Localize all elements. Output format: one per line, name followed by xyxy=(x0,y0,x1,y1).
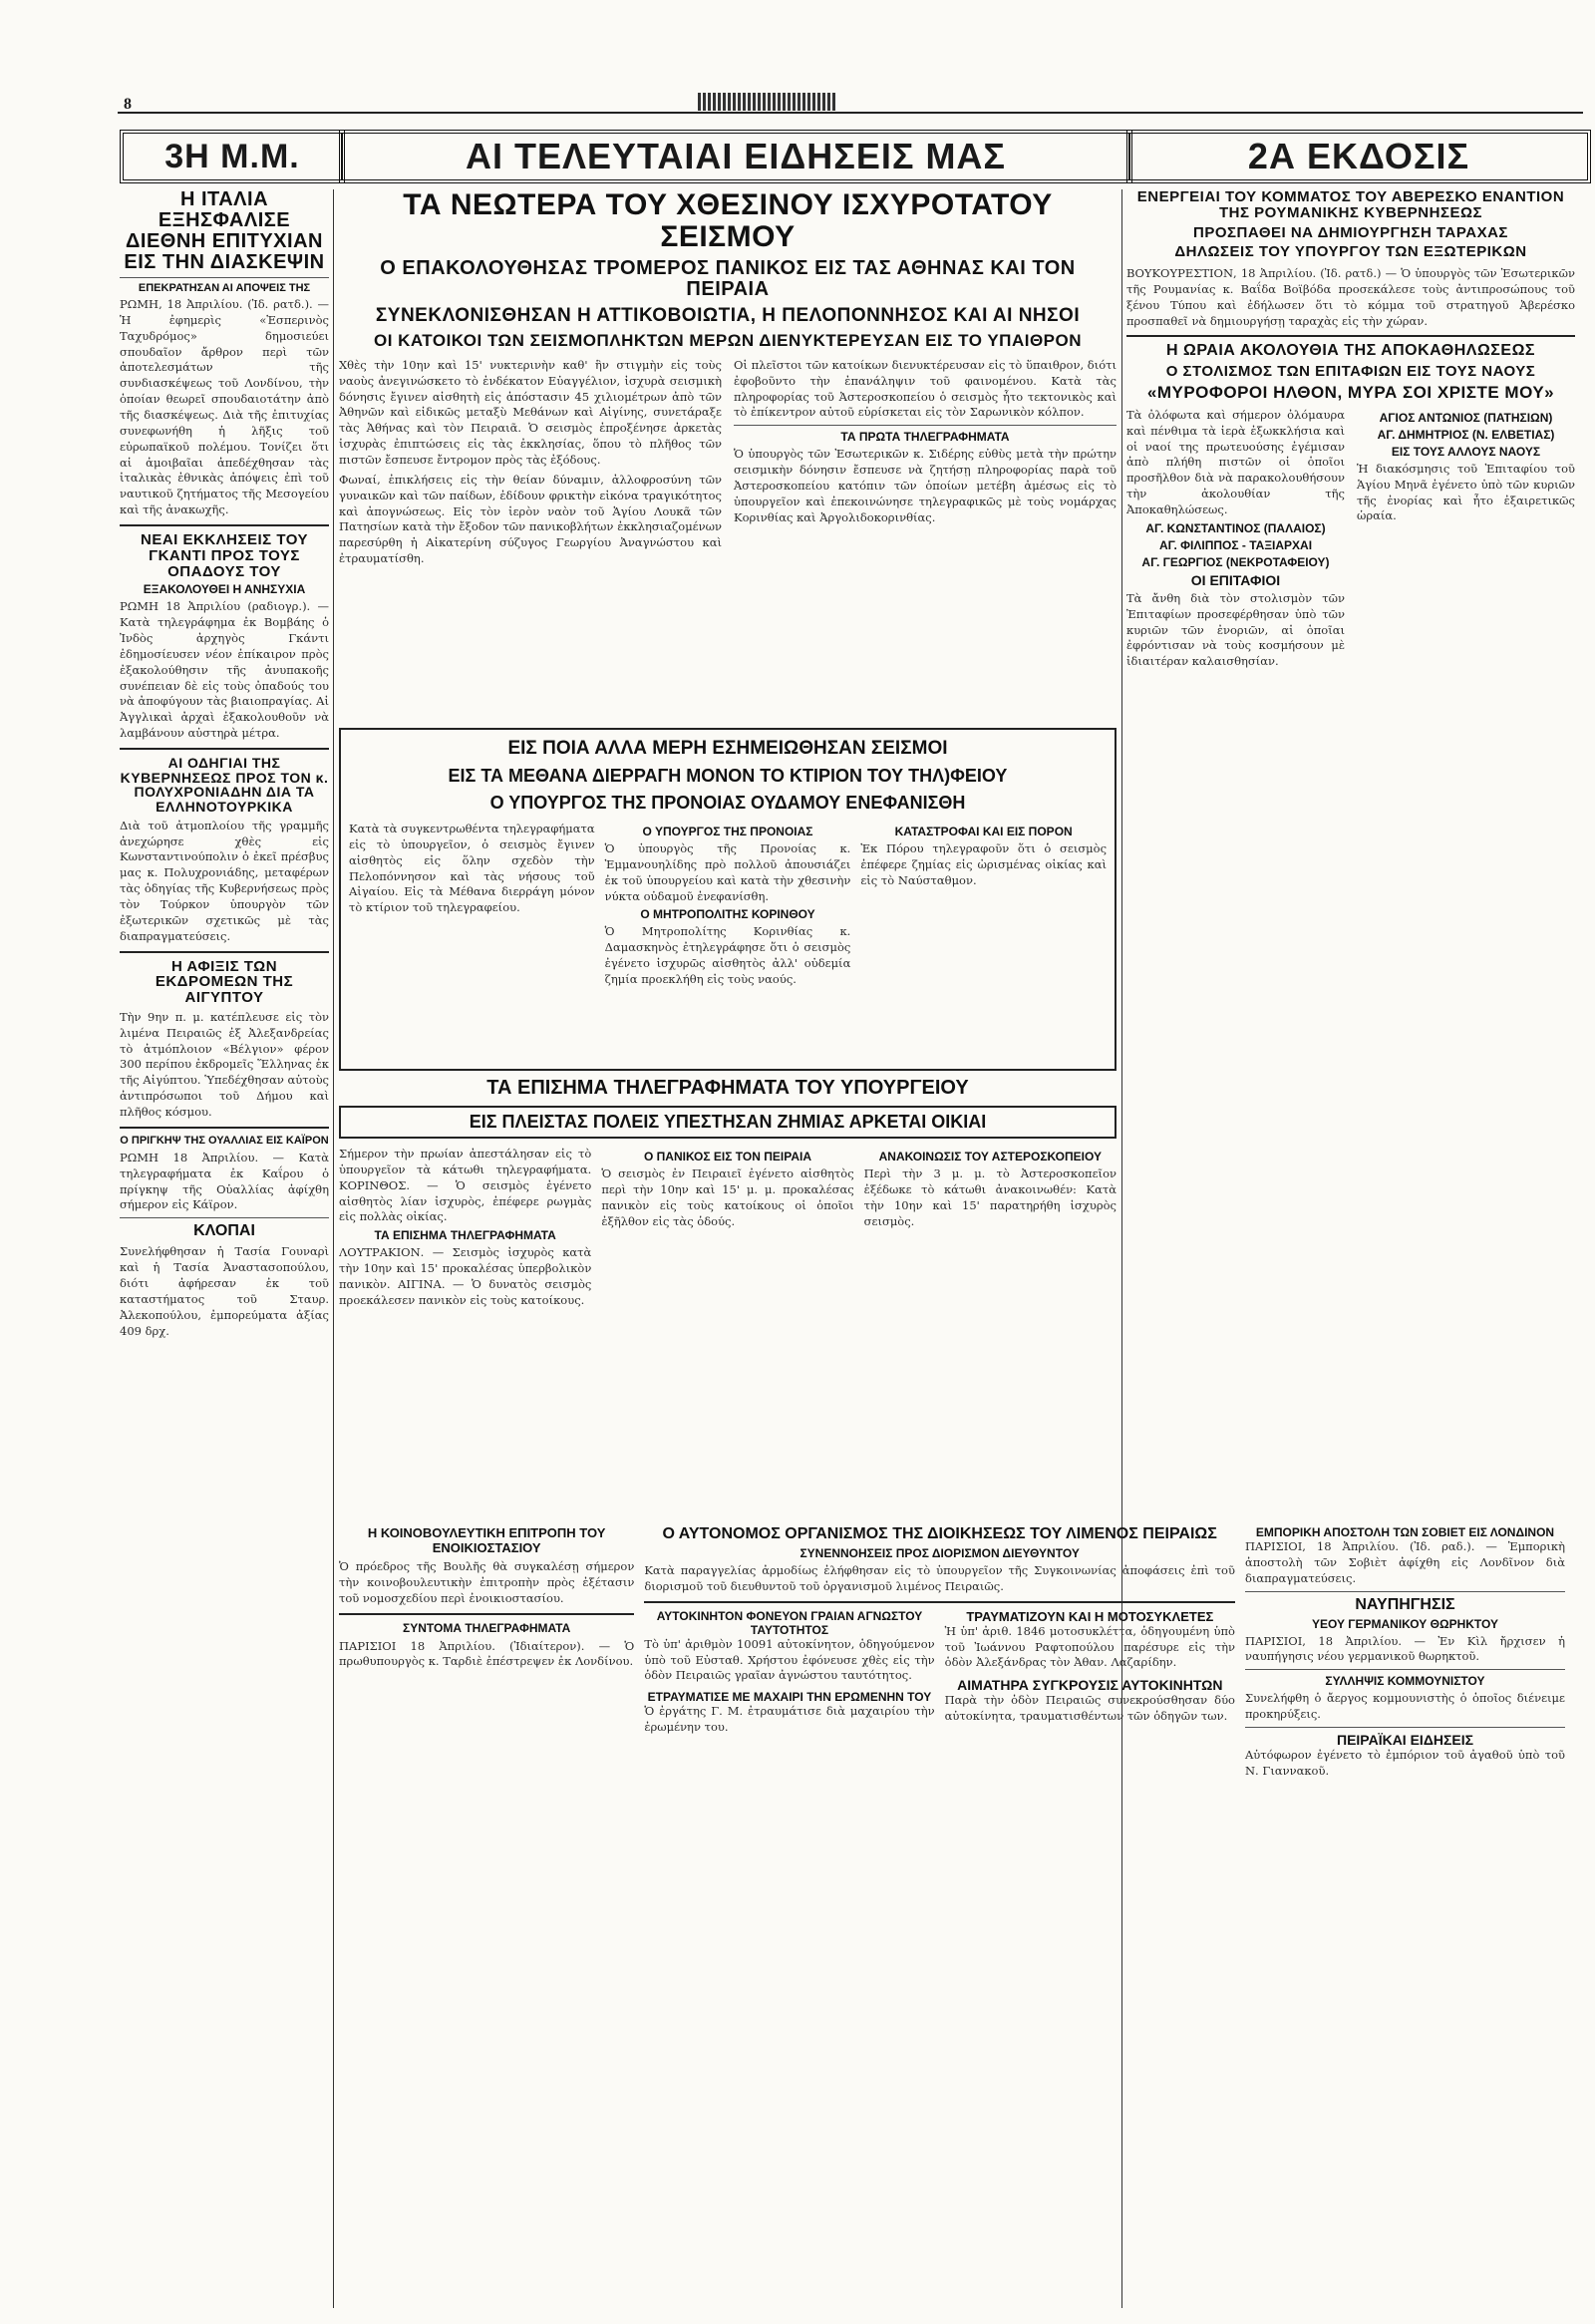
arrival-headline: Η ΑΦΙΞΙΣ ΤΩΝ ΕΚΔΡΟΜΕΩΝ ΤΗΣ ΑΙΓΥΠΤΟΥ xyxy=(155,957,294,1007)
communist-arrest-body: Συνελήφθη ὁ ἄεργος κομμουνιστὴς ὁ ὁποῖος διένειμε προκηρύξεις. xyxy=(1244,1691,1565,1722)
damages-headline: ΕΙΣ ΠΛΕΙΣΤΑΣ ΠΟΛΕΙΣ ΥΠΕΣΤΗΣΑΝ ΖΗΜΙΑΣ ΑΡΚΕΤΑΙ ΟΙΚΙΑΙ xyxy=(469,1112,987,1132)
car-kills-body: Τὸ ὑπ' ἀριθμὸν 10091 αὐτοκίνητον, ὁδηγούμενον ὑπὸ τοῦ Εὐσταθ. Χρήστου ἐφόνευσε χθὲς εἰς τὴν ὁδὸν Πειραιῶς γραῖαν ἀγνώστου ταυτότητος. xyxy=(644,1636,935,1683)
other-places-story xyxy=(339,728,1116,1071)
gandhi-headline: ΝΕΑΙ ΕΚΚΛΗΣΕΙΣ ΤΟΥ ΓΚΑΝΤΙ ΠΡΟΣ ΤΟΥΣ ΟΠΑΔΟΥΣ ΤΟΥ xyxy=(140,531,308,580)
service-quote: «ΜΥΡΟΦΟΡΟΙ ΗΛΘΟΝ, ΜΥΡΑ ΣΟΙ ΧΡΙΣΤΕ ΜΟΥ» xyxy=(1146,382,1555,402)
minister-body: Ὁ ὑπουργὸς τῆς Προνοίας κ. Ἐμμανουηλίδης πρὸ πολλοῦ ἀπουσιάζει ἐκ τοῦ ὑπουργείου καὶ κατὰ τὴν χθεσινὴν νύκτα οὐδαμοῦ ἐνεφανίσθη. xyxy=(604,841,851,903)
church-georgios: ΑΓ. ΓΕΩΡΓΙΟΣ (ΝΕΚΡΟΤΑΦΕΙΟΥ) xyxy=(1141,554,1330,569)
first-telegrams-body: Ὁ ὑπουργὸς τῶν Ἐσωτερικῶν κ. Σιδέρης εὐθὺς μετὰ τὴν πρώτην σεισμικὴν δόνησιν ἔσπευσε νὰ ζητήσῃ πληροφορίας παρὰ τοῦ Ἀστεροσκοπείου κατόπιν τῶν ὁποίων μετέβη ἀμέσως εἰς τὸ ὑπουργεῖον καὶ ἐπεκοινώνησε τηλεγραφικῶς μὲ τοὺς νομάρχας Κορινθίας καὶ Ἀργολιδοκορινθίας. xyxy=(734,447,1116,524)
instructions-body: Διὰ τοῦ ἀτμοπλοίου τῆς γραμμῆς ἀνεχώρησε χθὲς εἰς Κωνσταντινούπολιν ὁ ἐκεῖ πρέσβυς μας κ. Πολυχρονιάδης, μεταφέρων τὰς ὁδηγίας τῆς Κυβερνήσεως πρὸς τὸν Τούρκον ὑπουργὸν τῶν ἐξωτερικῶν σχετικῶς μὲ τὰς διαπραγματεύσεις. xyxy=(120,818,329,943)
motorcycles-body: Ἡ ὑπ' ἀριθ. 1846 μοτοσυκλέττα, ὁδηγουμένη ὑπὸ τοῦ Ἰωάννου Ραφτοπούλου παρέσυρε εἰς τὴν ὁδὸν Ἀλεξάνδρας τὸν Ἀθαν. Λαζαρίδην. xyxy=(944,1623,1235,1670)
soviet-mission-body: ΠΑΡΙΣΙΟΙ, 18 Ἀπριλίου. (Ἰδ. ραδ.). — Ἐμπορικὴ ἀποστολὴ τῶν Σοβιὲτ ἀφίχθη εἰς Λονδῖνον διὰ διαπραγματεύσεις. xyxy=(1244,1539,1565,1585)
italy-headline: Η ΙΤΑΛΙΑ ΕΞΗΣΦΑΛΙΣΕ ΔΙΕΘΝΗ ΕΠΙΤΥΧΙΑΝ ΕΙΣ ΤΗΝ ΔΙΑΣΚΕΨΙΝ xyxy=(124,189,325,273)
other-places-body: Κατὰ τὰ συγκεντρωθέντα τηλεγραφήματα εἰς τὸ ὑπουργεῖον, ὁ σεισμὸς ἔγινεν αἰσθητὸς εἰς ὅλην σχεδὸν τὴν Πελοπόννησον καὶ τὰς νήσους τοῦ Αἰγαίου. Εἰς τὰ Μέθανα διερράγη μόνον τὸ κτίριον τοῦ τηλεγραφείου. xyxy=(349,822,595,915)
metropolitan-subhead: Ο ΜΗΤΡΟΠΟΛΙΤΗΣ ΚΟΡΙΝΘΟΥ xyxy=(640,907,815,922)
service-body: Τὰ ὀλόφωτα καὶ σήμερον ὀλόμαυρα καὶ πένθιμα τὰ ἱερὰ ἐξωκκλήσια καὶ οἱ ναοί της πρωτευούσης ἐγέμισαν ἀπὸ πλήθη πιστῶν οἱ ὁποῖοι προσῆλθον διὰ νὰ παρακολουθήσουν τὴν ἀκολουθίαν τῆς Ἀποκαθηλώσεως. xyxy=(1126,407,1345,516)
church-dimitrios: ΑΓ. ΔΗΜΗΤΡΙΟΣ (Ν. ΕΛΒΕΤΙΑΣ) xyxy=(1377,427,1555,442)
poros-body: Ἐκ Πόρου τηλεγραφοῦν ὅτι ὁ σεισμὸς ἐπέφερε ζημίας εἰς ὠρισμένας οἰκίας καὶ εἰς τὸ Ναύσταθμον. xyxy=(860,841,1108,887)
official-telegrams-story xyxy=(339,1077,1116,1515)
port-authority-body: Κατὰ παραγγελίας ἀρμοδίως ἐλήφθησαν εἰς τὸ ὑπουργεῖον τῆς Συγκοινωνίας ἀποφάσεις ἐπὶ τοῦ διορισμοῦ τοῦ διευθυντοῦ τοῦ ὀργανισμοῦ λιμένος Πειραιῶς. xyxy=(644,1563,1235,1593)
port-authority-subhead: ΣΥΝΕΝΝΟΗΣΕΙΣ ΠΡΟΣ ΔΙΟΡΙΣΜΟΝ ΔΙΕΥΘΥΝΤΟΥ xyxy=(799,1546,1080,1560)
service-subhead: Ο ΣΤΟΛΙΣΜΟΣ ΤΩΝ ΕΠΙΤΑΦΙΩΝ ΕΙΣ ΤΟΥΣ ΝΑΟΥΣ xyxy=(1165,363,1536,381)
piraeus-panic-subhead: Ο ΠΑΝΙΚΟΣ ΕΙΣ ΤΟΝ ΠΕΙΡΑΙΑ xyxy=(643,1150,812,1163)
header-rule xyxy=(118,100,1583,114)
left-column xyxy=(120,189,329,2308)
minister-subhead: Ο ΥΠΟΥΡΓΟΣ ΤΗΣ ΠΡΟΝΟΙΑΣ xyxy=(642,825,813,838)
earthquake-body-2: Φωναί, ἐπικλήσεις εἰς τὴν θείαν δύναμιν, ἀλλοφροσύνη τῶν γυναικῶν καὶ τῶν παίδων, ἐδίδουν φρικτὴν εἰκόνα τραγικότητος καὶ ἀπογνώσεως. Εἰς τὸν ἱερὸν ναὸν τοῦ Ἁγίου Λουκᾶ τῶν Πατησίων κατὰ τὴν ἔξοδον τῶν πανικοβλήτων ἐκκλησιαζομένων παρεσύρθη ἡ Αἰκατερίνη σύζυγος Γεωργίου Ἀναγνώστου καὶ ἐτραυματίσθη. xyxy=(339,472,722,566)
church-filippos: ΑΓ. ΦΙΛΙΠΠΟΣ - ΤΑΞΙΑΡΧΑΙ xyxy=(1158,537,1313,552)
italy-body: ΡΩΜΗ, 18 Ἀπριλίου. (Ἰδ. ρατδ.). — Ἡ ἐφημερὶς «Ἑσπερινὸς Ταχυδρόμος» δημοσιεύει σπουδαῖον ἄρθρον περὶ τῶν ἀποτελεσμάτων τῆς συνδιασκέψεως τοῦ Λονδίνου, τὴν ὁποίαν θεωρεῖ σπουδαιοτάτην ἀπὸ τῆς διασκέψεως. Διὰ τῆς ἐπιτυχίας συνεφωνήθη ἡ λῆξις τοῦ εὐρωπαϊκοῦ πολέμου. Τονίζει ὅτι αἱ ἀμοιβαῖαι ἀπεδέχθησαν τὰς ἰταλικὰς ἐθνικὰς ἀπόψεις ἐπὶ τοῦ ναυτικοῦ ζητήματος τῆς Μεσογείου καὶ τῆς ἀνακωχῆς. xyxy=(120,297,329,517)
other-churches-body: Ἡ διακόσμησις τοῦ Ἐπιταφίου τοῦ Ἁγίου Μηνᾶ ἐγένετο ὑπὸ τῶν κυριῶν τῆς ἐνορίας καὶ ἦτο ἐξαιρετικῶς ὡραία. xyxy=(1357,461,1575,523)
shipbuilding-body: ΠΑΡΙΣΙΟΙ, 18 Ἀπριλίου. — Ἐν Κὶλ ἤρχισεν ἡ ναυπήγησις νέου γερμανικοῦ θωρηκτοῦ. xyxy=(1244,1633,1565,1664)
first-telegrams-title: ΤΑ ΠΡΩΤΑ ΤΗΛΕΓΡΑΦΗΜΑΤΑ xyxy=(840,430,1010,445)
page-number: 8 xyxy=(124,96,132,113)
arrival-body: Τὴν 9ην π. μ. κατέπλευσε εἰς τὸν λιμένα Πειραιῶς ἐξ Ἀλεξανδρείας τὸ ἀτμόπλοιον «Βέλγιον» φέρον 300 περίπου ἐκδρομεῖς Ἕλληνας ἐκ τῆς Αἰγύπτου. Ὑπεδέχθησαν αὐτοὺς ἀντιπρόσωποι τοῦ Δήμου καὶ πλῆθος κόσμου. xyxy=(120,1009,329,1120)
port-authority-headline: Ο ΑΥΤΟΝΟΜΟΣ ΟΡΓΑΝΙΣΜΟΣ ΤΗΣ ΔΙΟΙΚΗΣΕΩΣ ΤΟΥ ΛΙΜΕΝΟΣ ΠΕΙΡΑΙΩΣ xyxy=(662,1525,1217,1542)
averescu-subhead-2: ΔΗΛΩΣΕΙΣ ΤΟΥ ΥΠΟΥΡΓΟΥ ΤΩΝ ΕΞΩΤΕΡΙΚΩΝ xyxy=(1174,243,1527,261)
rent-committee-body: Ὁ πρόεδρος τῆς Βουλῆς θὰ συγκαλέσῃ σήμερον τὴν κοινοβουλευτικὴν ἐπιτροπὴν πρὸς ἐξέτασιν τοῦ νομοσχεδίου περὶ ἐνοικιοστασίου. xyxy=(339,1559,635,1605)
soviet-mission-headline: ΕΜΠΟΡΙΚΗ ΑΠΟΣΤΟΛΗ ΤΩΝ ΣΟΒΙΕΤ ΕΙΣ ΛΟΝΔΙΝΟΝ xyxy=(1255,1525,1555,1539)
knife-headline: ΕΤΡΑΥΜΑΤΙΣΕ ΜΕ ΜΑΧΑΙΡΙ ΤΗΝ ΕΡΩΜΕΝΗΝ ΤΟΥ xyxy=(647,1690,932,1705)
theft-body: Συνελήφθησαν ἡ Τασία Γουναρὶ καὶ ἡ Τασία Ἀναστασοπούλου, διότι ἀφήρεσαν ἐκ τοῦ καταστήματος τοῦ Σταυρ. Ἀλεκοπούλου, ἐμπορεύματα ἀξίας 409 δρχ. xyxy=(120,1244,329,1338)
earthquake-headline: ΤΑ ΝΕΩΤΕΡΑ ΤΟΥ ΧΘΕΣΙΝΟΥ ΙΣΧΥΡΟΤΑΤΟΥ ΣΕΙΣΜΟΥ xyxy=(403,189,1053,253)
official-subhead: ΤΑ ΕΠΙΣΗΜΑ ΤΗΛΕΓΡΑΦΗΜΑΤΑ xyxy=(374,1228,556,1243)
other-churches-subhead: ΕΙΣ ΤΟΥΣ ΑΛΛΟΥΣ ΝΑΟΥΣ xyxy=(1391,444,1541,459)
motorcycles-headline: ΤΡΑΥΜΑΤΙΖΟΥΝ ΚΑΙ Η ΜΟΤΟΣΥΚΛΕΤΕΣ xyxy=(966,1608,1214,1624)
instructions-headline: ΑΙ ΟΔΗΓΙΑΙ ΤΗΣ ΚΥΒΕΡΝΗΣΕΩΣ ΠΡΟΣ ΤΟΝ κ. ΠΟΛΥΧΡΟΝΙΑΔΗΝ ΔΙΑ ΤΑ ΕΛΛΗΝΟΤΟΥΡΚΙΚΑ xyxy=(120,755,329,816)
methana-headline: ΕΙΣ ΤΑ ΜΕΘΑΝΑ ΔΙΕΡΡΑΓΗ ΜΟΝΟΝ ΤΟ ΚΤΙΡΙΟΝ ΤΟΥ ΤΗΛ)ΦΕΙΟΥ xyxy=(448,766,1008,786)
gandhi-body: ΡΩΜΗ 18 Ἀπριλίου (ραδιογρ.). — Κατὰ τηλεγράφημα ἐκ Βομβάης ὁ Ἰνδὸς ἀρχηγὸς Γκάντι ἐδημοσίευσεν νέον ἐπίκαιρον πρὸς ἐξακολούθησιν τῆς ἀνυπακοῆς συνέπειαν δὲ εἰς τοὺς ὀπαδούς του νὰ ἀποφύγουν τὰς βιαιοπραγίας. Αἱ Ἀγγλικαὶ ἀρχαὶ ἐξακολουθοῦν νὰ λαμβάνουν αὐστηρὰ μέτρα. xyxy=(120,599,329,741)
shipbuilding-headline: ΝΑΥΠΗΓΗΣΙΣ xyxy=(1355,1595,1455,1613)
official-body-1: Σήμερον τὴν πρωίαν ἀπεστάλησαν εἰς τὸ ὑπουργεῖον τὰ κάτωθι τηλεγραφήματα. ΚΟΡΙΝΘΟΣ. — Ὁ σεισμὸς ἐγένετο αἰσθητὸς λίαν ἰσχυρὸς, ἐπέφερε ρωγμὰς εἰς πολλὰς οἰκίας. xyxy=(339,1147,592,1224)
averescu-body: ΒΟΥΚΟΥΡΕΣΤΙΟΝ, 18 Ἀπριλίου. (Ἰδ. ρατδ.) — Ὁ ὑπουργὸς τῶν Ἐσωτερικῶν τῆς Ρουμανίας κ. Βαΐδα Βοϊβόδα προσεκάλεσε τοὺς ἀντιπροσώπους τοῦ ξένου Τύπου καὶ ἐδήλωσεν ὅτι τὸ κόμμα τοῦ στρατηγοῦ Ἀβερέσκο προσπαθεῖ νὰ δημιουργήσῃ ταραχὰς εἰς τὴν χώραν. xyxy=(1126,266,1575,328)
averescu-headline: ΕΝΕΡΓΕΙΑΙ ΤΟΥ ΚΟΜΜΑΤΟΣ ΤΟΥ ΑΒΕΡΕΣΚΟ ΕΝΑΝΤΙΟΝ ΤΗΣ ΡΟΥΜΑΝΙΚΗΣ ΚΥΒΕΡΝΗΣΕΩΣ xyxy=(1136,189,1565,221)
earthquake-body-3: Οἱ πλεῖστοι τῶν κατοίκων διενυκτέρευσαν εἰς τὸ ὕπαιθρον, διότι ἐφοβοῦντο τὴν ἐπανάληψιν τοῦ φαινομένου. Κατὰ τὰς πληροφορίας τοῦ Ἀστεροσκοπείου ὁ σεισμὸς ἦτο τεκτονικὸς καὶ τὸ ἐπίκεντρον αὐτοῦ εὑρίσκεται εἰς τὸν Σαρωνικὸν κόλπον. xyxy=(734,357,1116,420)
piraeus-news-body: Αὐτόφωρον ἐγένετο τὸ ἐμπόριον τοῦ ἀγαθοῦ ὑπὸ τοῦ Ν. Γιαννακοῦ. xyxy=(1244,1748,1565,1778)
column-rule xyxy=(333,189,334,2308)
official-telegrams-headline: ΤΑ ΕΠΙΣΗΜΑ ΤΗΛΕΓΡΑΦΗΜΑΤΑ ΤΟΥ ΥΠΟΥΡΓΕΙΟΥ xyxy=(486,1077,969,1099)
earthquake-subhead-1: Ο ΕΠΑΚΟΛΟΥΘΗΣΑΣ ΤΡΟΜΕΡΟΣ ΠΑΝΙΚΟΣ ΕΙΣ ΤΑΣ ΑΘΗΝΑΣ ΚΑΙ ΤΟΝ ΠΕΙΡΑΙΑ xyxy=(380,257,1076,300)
piraeus-panic-body: Ὁ σεισμὸς ἐν Πειραιεῖ ἐγένετο αἰσθητὸς περὶ τὴν 10ην καὶ 15' μ. μ. προκαλέσας πανικὸν εἰς τοὺς κατοίκους οἱ ὁποῖοι ἐξῆλθον εἰς τὰς ὁδούς. xyxy=(601,1166,854,1228)
official-body-2: ΛΟΥΤΡΑΚΙΟΝ. — Σεισμὸς ἰσχυρὸς κατὰ τὴν 10ην καὶ 15' προκαλέσας ὑπερβολικὸν πανικὸν. ΑΙΓΙΝΑ. — Ὁ δυνατὸς σεισμὸς προεκάλεσεν πανικὸν εἰς τοὺς κατοίκους. xyxy=(339,1245,592,1307)
rent-committee-headline: Η ΚΟΙΝΟΒΟΥΛΕΥΤΙΚΗ ΕΠΙΤΡΟΠΗ ΤΟΥ ΕΝΟΙΚΙΟΣΤΑΣΙΟΥ xyxy=(367,1525,606,1555)
metropolitan-body: Ὁ Μητροπολίτης Κορινθίας κ. Δαμασκηνὸς ἐτηλεγράφησε ὅτι ὁ σεισμὸς ἐγένετο ἰσχυρῶς αἰσθητὸς ἀλλ' οὐδεμία ζημία προεκλήθη εἰς τοὺς ναούς. xyxy=(604,924,851,987)
car-kills-headline: ΑΥΤΟΚΙΝΗΤΟΝ ΦΟΝΕΥΟΝ ΓΡΑΙΑΝ ΑΓΝΩΣΤΟΥ ΤΑΥΤΟΤΗΤΟΣ xyxy=(656,1608,923,1637)
edition-left: 3Η Μ.Μ. xyxy=(120,130,345,183)
shipbuilding-subhead: ΥΕΟΥ ΓΕΡΜΑΝΙΚΟΥ ΘΩΡΗΚΤΟΥ xyxy=(1311,1616,1499,1631)
edition-right: 2Α ΕΚΔΟΣΙΣ xyxy=(1126,130,1591,183)
masthead-logo xyxy=(698,93,837,111)
church-antonios: ΑΓΙΟΣ ΑΝΤΩΝΙΟΣ (ΠΑΤΗΣΙΩΝ) xyxy=(1379,410,1553,425)
bottom-col-3 xyxy=(1245,1525,1565,2303)
collision-headline: ΑΙΜΑΤΗΡΑ ΣΥΓΚΡΟΥΣΙΣ ΑΥΤΟΚΙΝΗΤΩΝ xyxy=(957,1677,1223,1694)
short-telegrams-body: ΠΑΡΙΣΙΟΙ 18 Ἀπριλίου. (Ἰδιαίτερον). — Ὁ πρωθυπουργὸς κ. Ταρδιὲ ἐπέστρεψεν ἐκ Λονδίνου. xyxy=(339,1638,635,1669)
piraeus-news-headline: ΠΕΙΡΑΪΚΑΙ ΕΙΔΗΣΕΙΣ xyxy=(1336,1732,1474,1749)
prince-body: ΡΩΜΗ 18 Ἀπριλίου. — Κατὰ τηλεγραφήματα ἐκ Καΐρου ὁ πρίγκηψ τῆς Οὐαλλίας ἀφίχθη σήμερον εἰς Κάϊρον. xyxy=(120,1150,329,1212)
poros-subhead: ΚΑΤΑΣΤΡΟΦΑΙ ΚΑΙ ΕΙΣ ΠΟΡΟΝ xyxy=(894,825,1073,838)
banner-headline: ΑΙ ΤΕΛΕΥΤΑΙΑΙ ΕΙΔΗΣΕΙΣ ΜΑΣ xyxy=(339,130,1132,183)
other-places-headline: ΕΙΣ ΠΟΙΑ ΑΛΛΑ ΜΕΡΗ ΕΣΗΜΕΙΩΘΗΣΑΝ ΣΕΙΣΜΟΙ xyxy=(507,738,948,759)
bottom-col-1 xyxy=(339,1525,634,2303)
minister-headline: Ο ΥΠΟΥΡΓΟΣ ΤΗΣ ΠΡΟΝΟΙΑΣ ΟΥΔΑΜΟΥ ΕΝΕΦΑΝΙΣΘΗ xyxy=(489,793,966,813)
communist-arrest-headline: ΣΥΛΛΗΨΙΣ ΚΟΜΜΟΥΝΙΣΤΟΥ xyxy=(1325,1674,1485,1689)
collision-body: Παρὰ τὴν ὁδὸν Πειραιῶς συνεκρούσθησαν δύο αὐτοκίνητα, τραυματισθέντων τῶν ὁδηγῶν των. xyxy=(944,1693,1235,1724)
epitafios-subhead: ΟΙ ΕΠΙΤΑΦΙΟΙ xyxy=(1190,571,1281,588)
earthquake-body-1: Χθὲς τὴν 10ην καὶ 15' νυκτερινὴν καθ' ἣν στιγμὴν εἰς τοὺς ναοὺς ἀνεγινώσκετο τὸ ἐνδέκατον Εὐαγγέλιον, ἰσχυρὰ σεισμικὴ δόνησις ἔγινεν αἰσθητὴ εἰς ἀπόστασιν 45 χιλιομέτρων ἀπὸ τῶν Ἀθηνῶν καὶ εἰδικῶς μεταξὺ Μεθάνων καὶ Αἰγίνης, συνετάραξε τὰς Ἀθήνας καὶ τὸν Πειραιᾶ. Ὁ σεισμὸς ἐπροξένησε ἀρκετὰς ἰσχυρὰς ἐπιπτώσεις εἰς τὰς ἐκκλησίας, ὅπου τὸ πλῆθος τῶν πιστῶν ἔσπευσε ἔντρομον πρὸς τὰς ἐξόδους. xyxy=(339,357,722,467)
earthquake-story xyxy=(339,189,1116,718)
gandhi-subhead: ΕΞΑΚΟΛΟΥΘΕΙ Η ΑΝΗΣΥΧΙΑ xyxy=(143,582,306,597)
short-telegrams-headline: ΣΥΝΤΟΜΑ ΤΗΛΕΓΡΑΦΗΜΑΤΑ xyxy=(403,1620,571,1635)
italy-subhead: ΕΠΕΚΡΑΤΗΣΑΝ ΑΙ ΑΠΟΨΕΙΣ ΤΗΣ xyxy=(138,282,311,294)
knife-body: Ὁ ἐργάτης Γ. Μ. ἐτραυμάτισε διὰ μαχαιρίου τὴν ἐρωμένην του. xyxy=(644,1704,935,1735)
service-headline: Η ΩΡΑΙΑ ΑΚΟΛΟΥΘΙΑ ΤΗΣ ΑΠΟΚΑΘΗΛΩΣΕΩΣ xyxy=(1165,342,1536,360)
prince-headline: Ο ΠΡΙΓΚΗΨ ΤΗΣ ΟΥΑΛΛΙΑΣ ΕΙΣ ΚΑΪΡΟΝ xyxy=(120,1134,329,1147)
theft-headline: ΚΛΟΠΑΙ xyxy=(193,1222,255,1240)
bottom-section xyxy=(339,1525,1565,2303)
epitafios-body: Τὰ ἄνθη διὰ τὸν στολισμὸν τῶν Ἐπιταφίων προσεφέρθησαν ὑπὸ τῶν κυριῶν τῶν ἐνοριῶν, αἱ ὁποῖαι ἐφρόντισαν νὰ τοὺς κοσμήσουν μὲ ἰδιαιτέραν καλαισθησίαν. xyxy=(1126,590,1345,669)
bottom-col-2 xyxy=(644,1525,1235,2303)
earthquake-subhead-2: ΣΥΝΕΚΛΟΝΙΣΘΗΣΑΝ Η ΑΤΤΙΚΟΒΟΙΩΤΙΑ, Η ΠΕΛΟΠΟΝΝΗΣΟΣ ΚΑΙ ΑΙ ΝΗΣΟΙ xyxy=(375,305,1081,326)
observatory-subhead: ΑΝΑΚΟΙΝΩΣΙΣ ΤΟΥ ΑΣΤΕΡΟΣΚΟΠΕΙΟΥ xyxy=(878,1150,1102,1163)
earthquake-subhead-3: ΟΙ ΚΑΤΟΙΚΟΙ ΤΩΝ ΣΕΙΣΜΟΠΛΗΚΤΩΝ ΜΕΡΩΝ ΔΙΕΝΥΚΤΕΡΕΥΣΑΝ ΕΙΣ ΤΟ ΥΠΑΙΘΡΟΝ xyxy=(373,330,1083,350)
averescu-subhead: ΠΡΟΣΠΑΘΕΙ ΝΑ ΔΗΜΙΟΥΡΓΗΣΗ ΤΑΡΑΧΑΣ xyxy=(1193,223,1508,241)
church-konstantinos: ΑΓ. ΚΩΝΣΤΑΝΤΙΝΟΣ (ΠΑΛΑΙΟΣ) xyxy=(1145,520,1326,535)
observatory-body: Περὶ τὴν 3 μ. μ. τὸ Ἀστεροσκοπεῖον ἐξέδωκε τὸ κάτωθι ἀνακοινωθέν: Κατὰ τὴν 10ην καὶ 15' παρατηρήθη ἰσχυρὸς σεισμὸς. xyxy=(863,1166,1116,1228)
